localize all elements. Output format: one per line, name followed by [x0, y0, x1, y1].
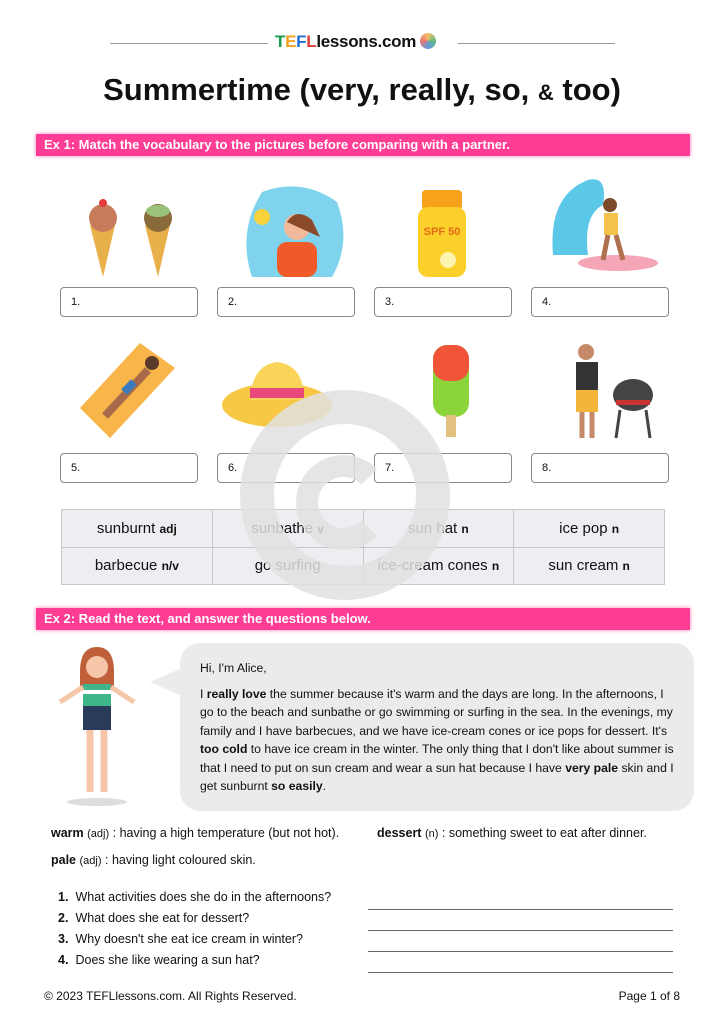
answer-box-5[interactable]: 5. [60, 453, 198, 483]
answer-line-2[interactable] [368, 930, 673, 931]
reading-text: I really love the summer because it's warm and the days are long. In the afternoons, I go to the beach and sunbathe or go swimming or surfing in the sea. In the evenings, my family and I have barbecues, and we have ice-cream cones or ice pops for dessert. It's too cold to have ice cream in the winter. The only thing that I don't like about summer is that I need to put on sun cream and wear a sun hat because I have very pale skin and I get sunburnt so easily. [200, 686, 674, 793]
definition-dessert: dessert (n) : something sweet to eat after dinner. [377, 826, 647, 840]
speech-bubble [180, 643, 694, 811]
answer-box-1[interactable]: 1. [60, 287, 198, 317]
answer-line-3[interactable] [368, 951, 673, 952]
vocab-cell: go surfing [212, 547, 363, 585]
alice-illustration [50, 642, 145, 807]
vocab-cell: ice-cream cones n [363, 547, 514, 585]
header-rule-right [458, 43, 615, 44]
ice-cream-cones-picture [75, 185, 185, 290]
table-row [62, 510, 665, 548]
ex1-instruction: Ex 1: Match the vocabulary to the pictures before comparing with a partner. [36, 134, 690, 156]
definition-pale: pale (adj) : having light coloured skin. [51, 853, 256, 867]
surfer-picture [548, 175, 658, 280]
table-row [62, 547, 665, 585]
copyright: © 2023 TEFLlessons.com. All Rights Reserved. [44, 989, 297, 1003]
sun-cream-bottle-picture [390, 185, 500, 290]
vocab-cell: ice pop n [514, 510, 665, 548]
question-3: 3. Why doesn't she eat ice cream in winter? [58, 932, 303, 946]
page-number: Page 1 of 8 [618, 989, 680, 1003]
answer-line-4[interactable] [368, 972, 673, 973]
vocab-cell: sun hat n [363, 510, 514, 548]
sun-hat-picture [222, 350, 332, 455]
answer-box-2[interactable]: 2. [217, 287, 355, 317]
spf-label: SPF 50 [423, 226, 461, 238]
vocab-cell: sun cream n [514, 547, 665, 585]
question-4: 4. Does she like wearing a sun hat? [58, 953, 260, 967]
question-1: 1. What activities does she do in the afternoons? [58, 890, 332, 904]
page-title: Summertime (very, really, so, & too) [103, 72, 621, 107]
vocab-cell: sunburnt adj [62, 510, 213, 548]
ex2-instruction: Ex 2: Read the text, and answer the questions below. [36, 608, 690, 630]
answer-line-1[interactable] [368, 909, 673, 910]
vocabulary-table [61, 509, 665, 585]
speech-bubble-tail [150, 668, 182, 696]
question-2: 2. What does she eat for dessert? [58, 911, 250, 925]
header-rule-left [110, 43, 268, 44]
vocab-cell: barbecue n/v [62, 547, 213, 585]
ice-pop-picture [395, 340, 505, 445]
answer-box-8[interactable]: 8. [531, 453, 669, 483]
globe-icon [420, 33, 436, 49]
answer-box-4[interactable]: 4. [531, 287, 669, 317]
answer-box-6[interactable]: 6. [217, 453, 355, 483]
definition-warm: warm (adj) : having a high temperature (but not hot). [51, 826, 340, 840]
sunbathing-woman-picture [70, 338, 180, 443]
tefl-logo: TEFLlessons.com [275, 32, 436, 52]
answer-box-7[interactable]: 7. [374, 453, 512, 483]
sunburnt-woman-picture [242, 182, 352, 287]
greeting: Hi, I'm Alice, [200, 661, 267, 675]
man-barbecue-picture [558, 340, 668, 445]
vocab-cell: sunbathe v [212, 510, 363, 548]
answer-box-3[interactable]: 3. [374, 287, 512, 317]
